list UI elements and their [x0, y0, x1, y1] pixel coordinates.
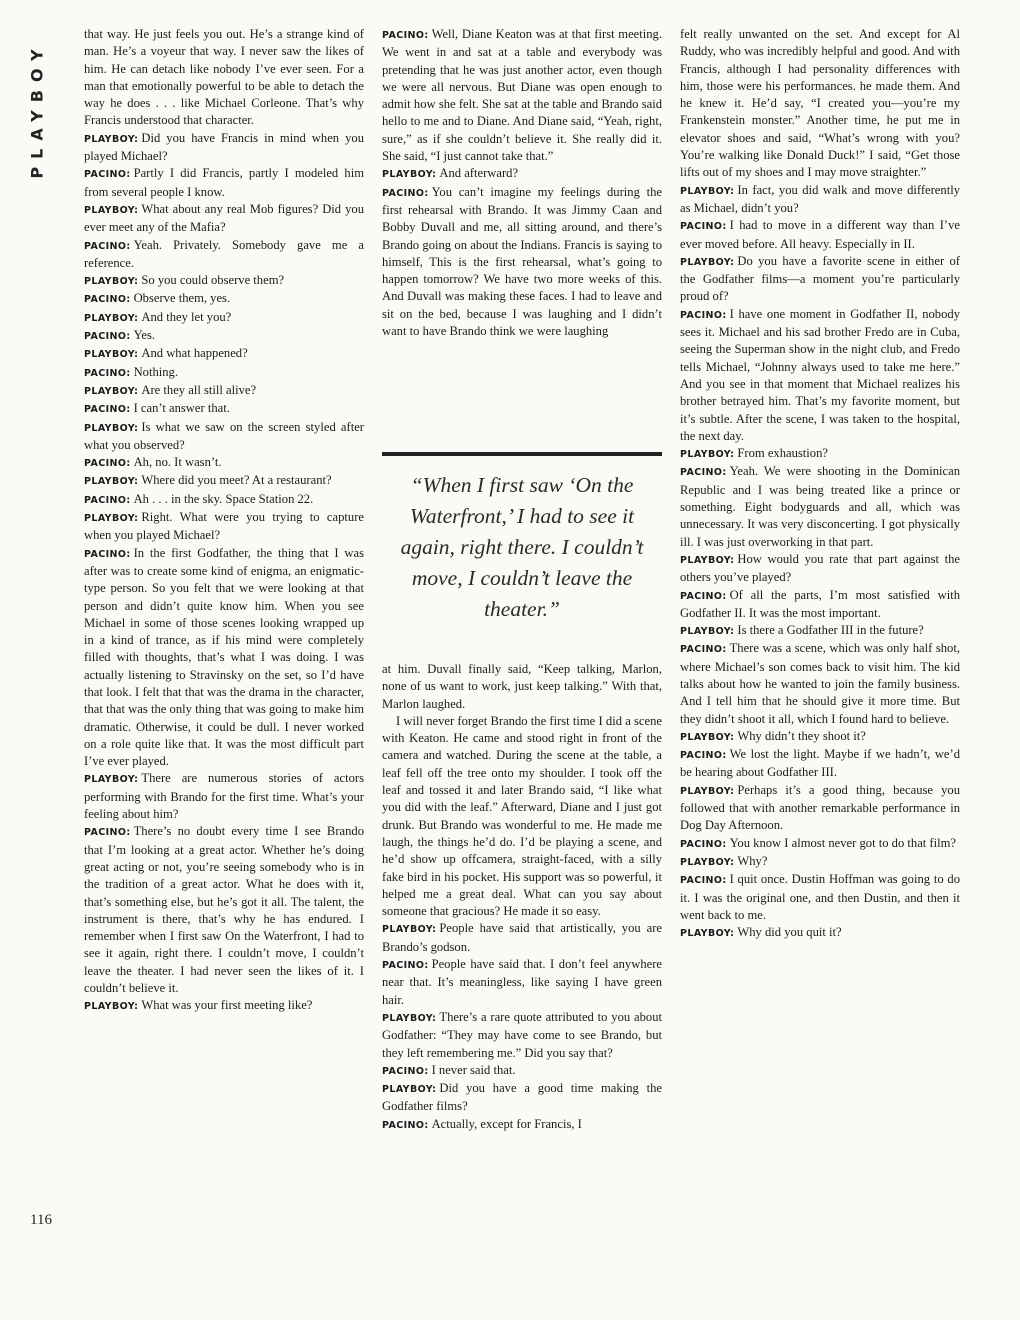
- paragraph-text: felt really unwanted on the set. And except for Al Ruddy, who was incredibly helpful and good. And with Francis, although I had personality differences with him, those were his performances. he made them. And he knew it. He’d say, “I created you—you’re my Frankenstein monster.” Another time, he put me in elevator shoes and said, “What’s wrong with you? You’re walking like Donald Duck!” I said, “Get those lifts out of my shoes and I may move straighter.”: [680, 27, 960, 180]
- interview-paragraph: [680, 463, 960, 550]
- speaker-label: PLAYBOY:: [680, 554, 735, 566]
- paragraph-text: In fact, you did walk and move differently as Michael, didn’t you?: [680, 182, 960, 215]
- paragraph-text: Why?: [737, 853, 768, 868]
- speaker-label: PACINO:: [382, 187, 429, 199]
- pull-quote-box: [382, 452, 662, 656]
- paragraph-text: And they let you?: [141, 309, 232, 324]
- interview-paragraph: [680, 640, 960, 727]
- interview-paragraph: [84, 165, 364, 201]
- paragraph-text: And afterward?: [439, 166, 519, 181]
- speaker-label: PACINO:: [84, 240, 131, 252]
- interview-paragraph: [84, 823, 364, 997]
- interview-paragraph: [680, 782, 960, 835]
- interview-paragraph: [84, 509, 364, 545]
- speaker-label: PACINO:: [84, 169, 131, 181]
- page-number: 116: [30, 1212, 52, 1228]
- paragraph-text: Is there a Godfather III in the future?: [737, 623, 924, 638]
- interview-paragraph: [382, 1062, 662, 1080]
- speaker-label: PLAYBOY:: [680, 856, 735, 868]
- speaker-label: PACINO:: [84, 548, 131, 560]
- paragraph-text: Partly I did Francis, partly I modeled him from several people I know.: [84, 166, 364, 199]
- speaker-label: PACINO:: [680, 750, 727, 762]
- interview-paragraph: [84, 491, 364, 509]
- speaker-label: PLAYBOY:: [84, 1001, 139, 1013]
- interview-paragraph: [382, 165, 662, 183]
- interview-paragraph: [680, 746, 960, 782]
- interview-paragraph: [84, 327, 364, 345]
- interview-paragraph: [382, 713, 662, 921]
- speaker-label: PACINO:: [680, 467, 727, 479]
- speaker-label: PACINO:: [680, 644, 727, 656]
- column-1: [84, 26, 364, 1016]
- paragraph-text: How would you rate that part against the others you’ve played?: [680, 551, 960, 585]
- paragraph-text: You can’t imagine my feelings during the first rehearsal with Brando. It was Jimmy Caan and Bobby Duvall and me, all sitting around, and there’s Brando going on about the Indians. Francis is saying to himself, This is the first rehearsal, what’s going to happen tomorrow? We have two more weeks of this. And Duvall was making these faces. I had to leave and sit on the bed, because I was laughing and I didn’t want to have Brando think we were laughing: [382, 184, 662, 339]
- paragraph-text: We lost the light. Maybe if we hadn’t, we’d be hearing about Godfather III.: [680, 747, 960, 780]
- interview-paragraph: [680, 835, 960, 853]
- speaker-label: PLAYBOY:: [84, 385, 139, 397]
- speaker-label: PACINO:: [680, 309, 727, 321]
- speaker-label: PACINO:: [84, 404, 131, 416]
- magazine-spine-label: [22, 30, 52, 190]
- speaker-label: PLAYBOY:: [680, 449, 735, 461]
- paragraph-text: From exhaustion?: [737, 446, 828, 461]
- speaker-label: PLAYBOY:: [84, 133, 139, 145]
- speaker-label: PLAYBOY:: [84, 312, 139, 324]
- speaker-label: PACINO:: [84, 367, 131, 379]
- interview-paragraph: [84, 364, 364, 382]
- interview-paragraph: [84, 419, 364, 455]
- speaker-label: PACINO:: [84, 331, 131, 343]
- paragraph-text: at him. Duvall finally said, “Keep talking, Marlon, none of us want to work, just keep talking.” With that, Marlon laughed.: [382, 662, 662, 711]
- speaker-label: PACINO:: [680, 875, 727, 887]
- pull-quote: “When I first saw ‘On the Waterfront,’ I had to see it again, right there. I couldn’t move, I couldn’t leave the theater.”: [400, 473, 644, 621]
- paragraph-text: What about any real Mob figures? Did you ever meet any of the Mafia?: [84, 201, 364, 235]
- interview-paragraph: [84, 201, 364, 237]
- interview-paragraph: [680, 217, 960, 253]
- interview-paragraph: [382, 1116, 662, 1134]
- speaker-label: PLAYBOY:: [680, 731, 735, 743]
- speaker-label: PLAYBOY:: [84, 204, 139, 216]
- column-2-bottom: [382, 661, 662, 1134]
- speaker-label: PLAYBOY:: [84, 276, 139, 288]
- speaker-label: PLAYBOY:: [84, 422, 139, 434]
- paragraph-text: There’s a rare quote attributed to you about Godfather: “They may have come to see Brando, but they left remembering me.” Did you say that?: [382, 1009, 662, 1060]
- speaker-label: PLAYBOY:: [382, 1012, 437, 1024]
- speaker-label: PLAYBOY:: [680, 256, 735, 268]
- paragraph-text: Perhaps it’s a good thing, because you followed that with another remarkable performance in Dog Day Afternoon.: [680, 782, 960, 833]
- paragraph-text: Actually, except for Francis, I: [431, 1116, 582, 1131]
- interview-paragraph: [84, 382, 364, 400]
- interview-paragraph: [84, 130, 364, 166]
- speaker-label: PLAYBOY:: [84, 513, 139, 525]
- paragraph-text: Ah, no. It wasn’t.: [133, 455, 222, 470]
- speaker-label: PACINO:: [680, 221, 727, 233]
- speaker-label: PACINO:: [382, 1065, 429, 1077]
- paragraph-text: I quit once. Dustin Hoffman was going to do it. I was the original one, and then Dustin, and then it went back to me.: [680, 872, 960, 922]
- paragraph-text: I had to move in a different way than I’ve ever moved before. All heavy. Especially in II.: [680, 218, 960, 251]
- interview-paragraph: [382, 661, 662, 713]
- speaker-label: PLAYBOY:: [84, 774, 139, 786]
- paragraph-text: Nothing.: [133, 364, 179, 379]
- interview-paragraph: [84, 237, 364, 273]
- paragraph-text: Did you have a good time making the Godfather films?: [382, 1081, 662, 1114]
- interview-paragraph: [680, 306, 960, 445]
- paragraph-text: I will never forget Brando the first time I did a scene with Keaton. He came and stood right in front of the camera and watched. During the scene at the table, a leaf fell off the tree onto my shoulder. I took off the leaf and tossed it and later Brando said, “I like what you did with the leaf.” Afterward, Diane and I just got drunk. But Brando was wonderful to me. He made me laugh, the things he’d do. I’d be playing a scene, and he’d show up offcamera, straight-faced, with a silly fake bird in his pocket. His support was so powerful, it helped me a great deal. What can you say about someone that gracious? He made it so easy.: [382, 713, 662, 919]
- interview-paragraph: [84, 545, 364, 771]
- paragraph-text: So you could observe them?: [141, 273, 285, 288]
- speaker-label: PLAYBOY:: [382, 169, 437, 181]
- speaker-label: PLAYBOY:: [382, 1084, 437, 1096]
- interview-paragraph: [84, 290, 364, 308]
- interview-paragraph: [84, 345, 364, 363]
- paragraph-text: Are they all still alive?: [141, 382, 257, 397]
- speaker-label: PACINO:: [84, 294, 131, 306]
- paragraph-text: Ah . . . in the sky. Space Station 22.: [133, 491, 314, 506]
- paragraph-text: Well, Diane Keaton was at that first meeting. We went in and sat at a table and everybody was pretending that he was just another actor, even though we were all nervous. But Diane was open enough to admit how she felt. She sat at the table and Brando said hello to me and to Diane. And Diane said, “Yeah, right, sure,” as if she couldn’t believe it. She really did it. She said, “I just cannot take that.”: [382, 27, 662, 164]
- column-3: [680, 26, 960, 942]
- paragraph-text: Where did you meet? At a restaurant?: [141, 473, 332, 488]
- speaker-label: PACINO:: [84, 494, 131, 506]
- paragraph-text: that way. He just feels you out. He’s a strange kind of man. He’s a voyeur that way. I never saw the likes of him. He can detach like nobody I’ve ever seen. For a man that emotionally powerful to be able to detach the way he does . . . like Michael Corleone. That’s why Francis understood that character.: [84, 27, 364, 128]
- paragraph-text: Right. What were you trying to capture when you played Michael?: [84, 510, 364, 543]
- interview-paragraph: [680, 728, 960, 746]
- paragraph-text: And what happened?: [141, 346, 248, 361]
- interview-paragraph: [680, 622, 960, 640]
- paragraph-text: In the first Godfather, the thing that I was after was to create some kind of enigma, an enigmatic-type person. So you felt that we were looking at that person and didn’t quite know him. When you see Michael in some of those scenes looking wrapped up in a kind of trance, as if his mind were completely filled with thoughts, that’s what I was doing. I was actually listening to Stravinsky on the set, so I’d have that look. I felt that that was the drama in the character, that that was the only thing that was going to make him dramatic. Otherwise, it could be dull. I never worked on a role quite like that. It was the most difficult part I’ve ever played.: [84, 545, 364, 769]
- interview-paragraph: [382, 920, 662, 956]
- paragraph-text: You know I almost never got to do that film?: [729, 835, 957, 850]
- interview-paragraph: [382, 1009, 662, 1062]
- paragraph-text: I never said that.: [431, 1062, 516, 1077]
- interview-paragraph: [84, 272, 364, 290]
- interview-paragraph: [680, 853, 960, 871]
- interview-paragraph: [680, 924, 960, 942]
- speaker-label: PACINO:: [84, 458, 131, 470]
- interview-paragraph: [382, 184, 662, 341]
- paragraph-text: What was your first meeting like?: [141, 998, 313, 1013]
- interview-paragraph: [84, 454, 364, 472]
- speaker-label: PLAYBOY:: [84, 349, 139, 361]
- paragraph-text: There are numerous stories of actors performing with Brando for the first time. What’s your feeling about him?: [84, 771, 364, 822]
- interview-paragraph: [84, 400, 364, 418]
- paragraph-text: People have said that artistically, you are Brando’s godson.: [382, 921, 662, 954]
- paragraph-text: I can’t answer that.: [133, 401, 230, 416]
- interview-paragraph: [680, 871, 960, 924]
- interview-paragraph: [84, 997, 364, 1015]
- interview-paragraph: [382, 26, 662, 165]
- speaker-label: PLAYBOY:: [382, 924, 437, 936]
- interview-paragraph: [680, 182, 960, 218]
- paragraph-text: Why didn’t they shoot it?: [737, 728, 866, 743]
- interview-paragraph: [84, 472, 364, 490]
- speaker-label: PLAYBOY:: [84, 476, 139, 488]
- interview-paragraph: [680, 26, 960, 182]
- interview-paragraph: [680, 587, 960, 623]
- paragraph-text: Yeah. We were shooting in the Dominican Republic and I was being treated like a prince or something. Eight bodyguards and all, which was unnecessary. It was very disconcerting. I got physically ill. I was just overworking in that part.: [680, 464, 960, 549]
- paragraph-text: Why did you quit it?: [737, 925, 842, 940]
- paragraph-text: Observe them, yes.: [133, 291, 231, 306]
- interview-paragraph: [680, 445, 960, 463]
- speaker-label: PLAYBOY:: [680, 626, 735, 638]
- spine-text: PLAYBOY: [27, 41, 47, 179]
- paragraph-text: I have one moment in Godfather II, nobody sees it. Michael and his sad brother Fredo are in Cuba, seeing the Superman show in the night club, and Fredo tells Michael, “Johnny always used to take me here.” And you see in that moment that Michael realizes his brother betrayed him. That’s my favorite moment, but it’s subtle. After the scene, I was taken to the hospital, the next day.: [680, 306, 960, 443]
- paragraph-text: Do you have a favorite scene in either of the Godfather films—a moment you’re particularly proud of?: [680, 253, 960, 304]
- interview-paragraph: [84, 770, 364, 823]
- interview-paragraph: [84, 309, 364, 327]
- interview-paragraph: [680, 253, 960, 306]
- paragraph-text: There’s no doubt every time I see Brando that I’m looking at a great actor. Whether he’s doing great acting or not, you’re seeing somebody who is in the tradition of a great actor. What he does with it, that’s something else, but he’s got it all. The talent, the instrument is there, that’s why he has endured. I remember when I first saw On the Waterfront, I had to see it again, right there. I couldn’t move, I couldn’t leave the theater. I had never seen the likes of it. I couldn’t believe it.: [84, 824, 364, 996]
- interview-paragraph: [382, 1080, 662, 1116]
- paragraph-text: Yeah. Privately. Somebody gave me a reference.: [84, 237, 364, 270]
- speaker-label: PLAYBOY:: [680, 928, 735, 940]
- paragraph-text: Of all the parts, I’m most satisfied with Godfather II. It was the most important.: [680, 587, 960, 620]
- paragraph-text: People have said that. I don’t feel anywhere near that. It’s meaningless, like saying I have green hair.: [382, 957, 662, 1007]
- interview-paragraph: [382, 956, 662, 1009]
- speaker-label: PLAYBOY:: [680, 185, 735, 197]
- speaker-label: PACINO:: [382, 1119, 429, 1131]
- paragraph-text: Yes.: [133, 328, 156, 343]
- speaker-label: PACINO:: [680, 590, 727, 602]
- paragraph-text: Did you have Francis in mind when you played Michael?: [84, 130, 364, 164]
- speaker-label: PLAYBOY:: [680, 785, 735, 797]
- column-2-top: [382, 26, 662, 340]
- speaker-label: PACINO:: [382, 30, 429, 41]
- speaker-label: PACINO:: [84, 827, 131, 839]
- speaker-label: PACINO:: [680, 838, 727, 850]
- paragraph-text: There was a scene, which was only half shot, where Michael’s son comes back to visit him. The kid talks about how he wanted to join the family business. And I tell him that he should give it more time. But they didn’t shoot it all, which I found hard to believe.: [680, 641, 960, 726]
- interview-paragraph: [84, 26, 364, 130]
- paragraph-text: Is what we saw on the screen styled after what you observed?: [84, 419, 364, 452]
- speaker-label: PACINO:: [382, 960, 429, 972]
- interview-paragraph: [680, 551, 960, 587]
